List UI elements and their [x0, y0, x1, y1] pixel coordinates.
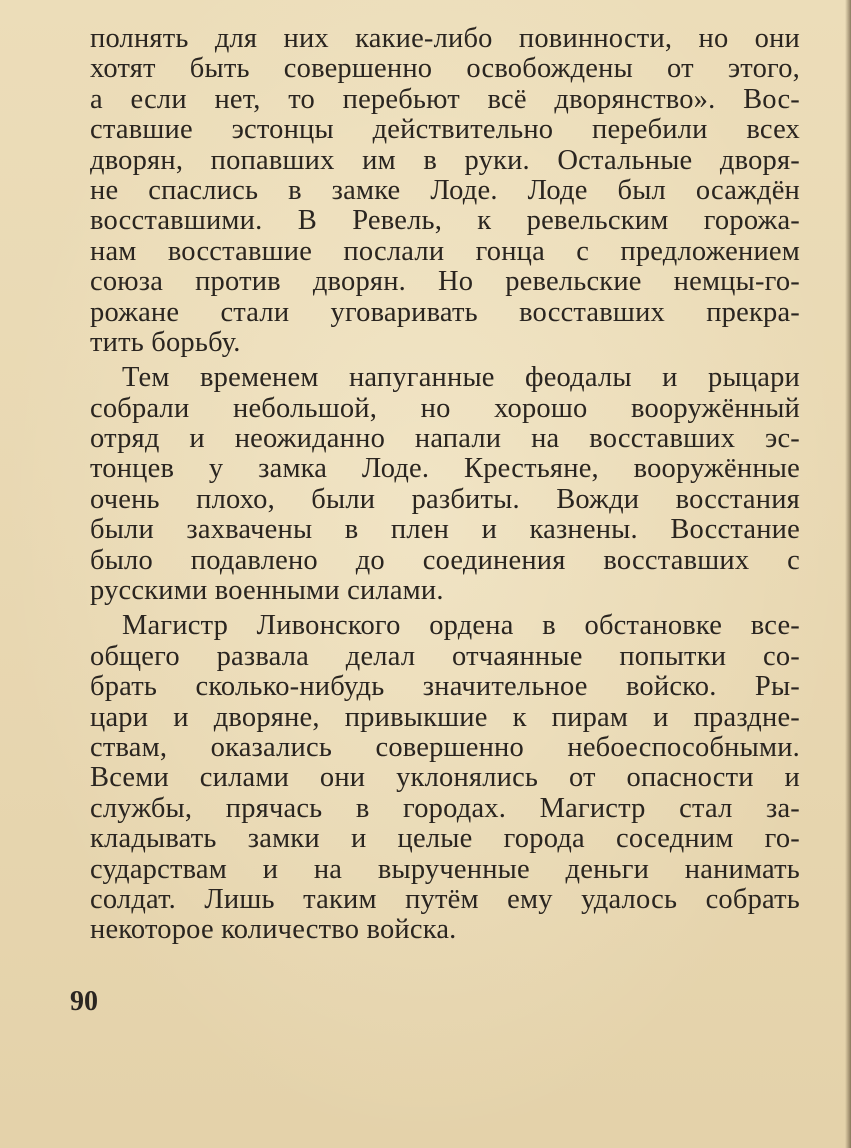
text-line: ствам, оказались совершенно небоеспособными.	[90, 731, 800, 763]
text-line: тонцев у замка Лоде. Крестьяне, вооружённые	[90, 453, 800, 485]
text-line: рожане стали уговаривать восставших прекра-	[90, 296, 800, 328]
text-line: не спаслись в замке Лоде. Лоде был осаждён	[90, 174, 800, 206]
text-line: отряд и неожиданно напали на восставших эс-	[90, 423, 800, 455]
text-line: союза против дворян. Но ревельские немцы-го-	[90, 266, 800, 298]
text-line: было подавлено до соединения восставших с	[90, 544, 800, 576]
text-line: Тем временем напуганные феодалы и рыцари	[122, 362, 800, 394]
text-line: службы, прячась в городах. Магистр стал за-	[90, 792, 800, 824]
text-line: тить борьбу.	[90, 326, 241, 358]
text-line: нам восставшие послали гонца с предложением	[90, 235, 800, 267]
text-line: хотят быть совершенно освобождены от этого,	[90, 53, 800, 85]
text-line: Магистр Ливонского ордена в обстановке все-	[122, 610, 800, 642]
paragraph-2	[90, 363, 800, 606]
text-line: солдат. Лишь таким путём ему удалось собрать	[90, 883, 800, 915]
text-line: были захвачены в плен и казнены. Восстание	[90, 514, 800, 546]
page-number: 90	[70, 986, 98, 1017]
text-line: сударствам и на вырученные деньги нанимать	[90, 853, 800, 885]
text-line: а если нет, то перебьют всё дворянство». Вос-	[90, 83, 800, 115]
text-line: восставшими. В Ревель, к ревельским горожа-	[90, 205, 800, 237]
text-line: ставшие эстонцы действительно перебили всех	[90, 114, 800, 146]
text-line: цари и дворяне, привыкшие к пирам и праздне-	[90, 701, 800, 733]
text-line: русскими военными силами.	[90, 575, 444, 607]
text-line: полнять для них какие-либо повинности, но они	[90, 23, 800, 54]
text-line: брать сколько-нибудь значительное войско. Ры-	[90, 671, 800, 703]
text-line: очень плохо, были разбиты. Вожди восстания	[90, 483, 800, 515]
body-text	[90, 24, 800, 946]
page-edge-shadow	[845, 0, 851, 1148]
text-line: собрали небольшой, но хорошо вооружённый	[90, 392, 800, 424]
paragraph-3	[90, 611, 800, 945]
text-line: Всеми силами они уклонялись от опасности и	[90, 762, 800, 794]
text-line: общего развала делал отчаянные попытки со-	[90, 640, 800, 672]
paragraph-1	[90, 24, 800, 358]
text-line: дворян, попавших им в руки. Остальные дворя-	[90, 144, 800, 176]
text-line: некоторое количество войска.	[90, 914, 457, 946]
text-line: кладывать замки и целые города соседним го-	[90, 823, 800, 855]
